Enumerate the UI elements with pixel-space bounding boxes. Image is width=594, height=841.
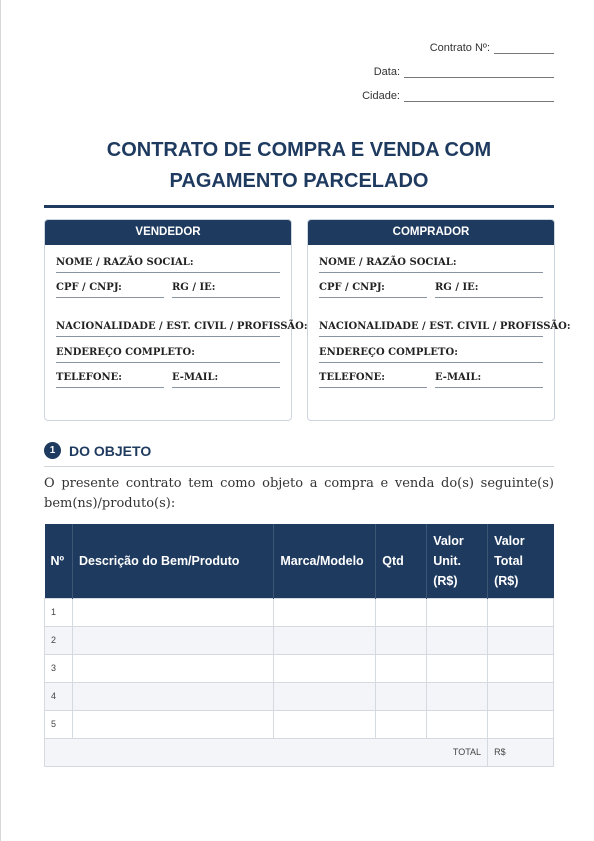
document-title-line-1: CONTRATO DE COMPRA E VENDA COM <box>106 139 492 161</box>
seller-rg-field: RG / IE: <box>172 282 280 298</box>
buyer-box <box>307 219 571 421</box>
seller-address-field: ENDEREÇO COMPLETO: <box>56 347 280 363</box>
buyer-heading: COMPRADOR <box>308 220 554 245</box>
col-number-header: Nº <box>45 524 73 598</box>
brand-cell <box>274 654 376 682</box>
brand-cell <box>274 598 376 626</box>
contrato-number-field <box>430 42 554 54</box>
row-number: 5 <box>45 710 73 738</box>
brand-cell <box>274 626 376 654</box>
col-total-line-3: (R$) <box>494 573 519 588</box>
buyer-name-field: NOME / RAZÃO SOCIAL: <box>319 257 543 273</box>
seller-name-field: NOME / RAZÃO SOCIAL: <box>56 257 280 273</box>
seller-box <box>44 219 308 421</box>
contrato-number-label: Contrato Nº: <box>429 42 490 54</box>
section-number-badge: 1 <box>44 442 61 459</box>
city-field <box>362 90 554 102</box>
date-label: Data: <box>373 66 400 78</box>
table-row <box>45 598 554 626</box>
buyer-email-label: E-MAIL: <box>435 372 543 388</box>
description-cell <box>72 710 273 738</box>
description-cell <box>72 682 273 710</box>
brand-cell <box>274 682 376 710</box>
contrato-number-line <box>494 45 554 54</box>
row-number: 1 <box>45 598 73 626</box>
unit-price-cell <box>427 626 488 654</box>
col-total-line-2: Total <box>494 553 524 568</box>
buyer-address-field: ENDEREÇO COMPLETO: <box>319 347 543 363</box>
table-row <box>45 682 554 710</box>
items-table-header <box>45 524 554 598</box>
document-title <box>44 135 554 197</box>
items-table <box>44 524 554 767</box>
city-label: Cidade: <box>362 90 400 102</box>
col-brand-header: Marca/Modelo <box>274 524 376 598</box>
description-cell <box>72 654 273 682</box>
brand-cell <box>274 710 376 738</box>
title-divider <box>44 205 554 208</box>
table-row <box>45 626 554 654</box>
qty-cell <box>376 710 427 738</box>
col-qty-header: Qtd <box>376 524 427 598</box>
unit-price-cell <box>427 654 488 682</box>
unit-price-cell <box>427 710 488 738</box>
buyer-phone-label: TELEFONE: <box>319 372 427 388</box>
row-number: 2 <box>45 626 73 654</box>
col-description-header: Descrição do Bem/Produto <box>72 524 273 598</box>
seller-nationality-field: NACIONALIDADE / EST. CIVIL / PROFISSÃO: <box>56 321 280 337</box>
section-divider <box>44 466 554 467</box>
total-cell <box>488 598 554 626</box>
total-label: TOTAL <box>45 738 488 766</box>
qty-cell <box>376 654 427 682</box>
table-row <box>45 710 554 738</box>
col-unit-price-line-2: Unit. <box>433 553 461 568</box>
row-number: 4 <box>45 682 73 710</box>
unit-price-cell <box>427 682 488 710</box>
section-title: DO OBJETO <box>69 442 152 459</box>
date-field <box>374 66 554 78</box>
total-cell <box>488 682 554 710</box>
total-cell <box>488 626 554 654</box>
total-cell <box>488 654 554 682</box>
unit-price-cell <box>427 598 488 626</box>
col-total-line-1: Valor <box>494 533 525 548</box>
col-unit-price-header <box>427 524 488 598</box>
seller-cpf-field: CPF / CNPJ: <box>56 282 164 298</box>
city-line <box>404 93 554 102</box>
page-edge <box>0 0 1 841</box>
col-unit-price-line-3: (R$) <box>433 573 458 588</box>
buyer-nationality-field: NACIONALIDADE / EST. CIVIL / PROFISSÃO: <box>319 321 543 337</box>
buyer-rg-field: RG / IE: <box>435 282 543 298</box>
total-value: R$ <box>488 738 554 766</box>
seller-email-label: E-MAIL: <box>172 372 280 388</box>
seller-heading: VENDEDOR <box>45 220 291 245</box>
col-total-header <box>488 524 554 598</box>
total-cell <box>488 710 554 738</box>
qty-cell <box>376 598 427 626</box>
date-line <box>404 69 554 78</box>
description-cell <box>72 598 273 626</box>
col-unit-price-line-1: Valor <box>433 533 464 548</box>
section-object-text: O presente contrato tem como objeto a compra e venda do(s) seguinte(s) bem(ns)/produto(s): <box>44 476 554 511</box>
description-cell <box>72 626 273 654</box>
total-row <box>45 738 554 766</box>
qty-cell <box>376 682 427 710</box>
document-title-line-2: PAGAMENTO PARCELADO <box>169 170 429 192</box>
section-object-heading <box>44 442 151 459</box>
row-number: 3 <box>45 654 73 682</box>
table-row <box>45 654 554 682</box>
seller-phone-label: TELEFONE: <box>56 372 164 388</box>
qty-cell <box>376 626 427 654</box>
buyer-cpf-field: CPF / CNPJ: <box>319 282 427 298</box>
